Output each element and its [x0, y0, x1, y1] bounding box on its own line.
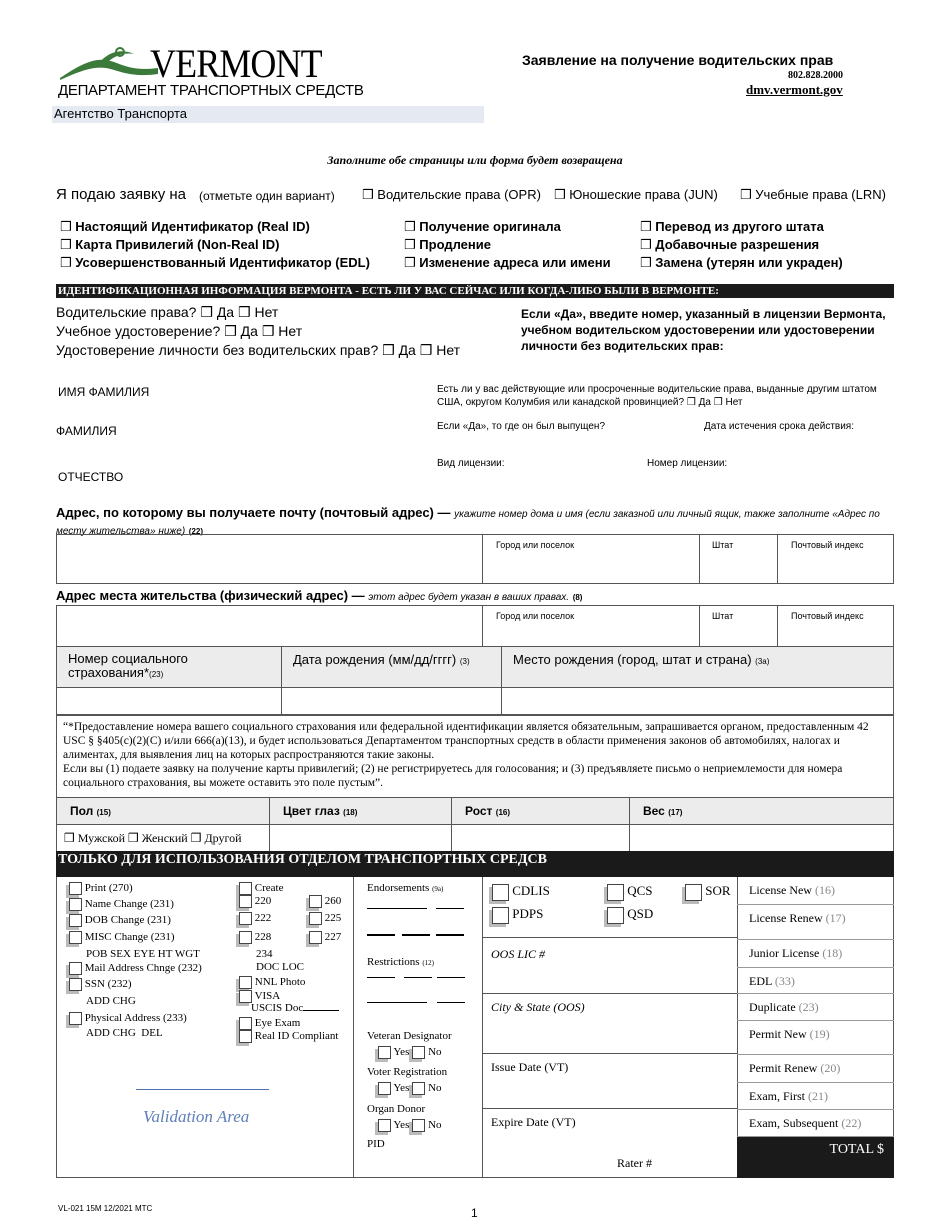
mailing-zip-label: Почтовый индекс	[791, 540, 864, 550]
fee-row[interactable]	[737, 994, 894, 1021]
mailing-address-box[interactable]	[56, 534, 894, 584]
office-use-bar: ТОЛЬКО ДЛЯ ИСПОЛЬЗОВАНИЯ ОТДЕЛОМ ТРАНСПОРТНЫХ СРЕДСВ	[56, 851, 894, 877]
type-replacement[interactable]: ❒ Замена (утерян или украден)	[640, 255, 843, 271]
office-pid: PID	[367, 1138, 385, 1150]
office-organ: Organ Donor	[367, 1103, 426, 1115]
office-real-id-compliant[interactable]: Real ID Compliant	[236, 1030, 338, 1043]
vermont-mountain-logo	[58, 44, 160, 82]
office-260[interactable]: 260	[306, 895, 341, 908]
form-title: Заявление на получение водительских прав	[522, 52, 834, 68]
first-name-label: ИМЯ ФАМИЛИЯ	[58, 385, 150, 399]
checkbox-icon: ❒	[554, 188, 566, 203]
office-mail-change[interactable]: Mail Address Chnge (232)	[66, 962, 202, 975]
office-misc-change[interactable]: MISC Change (231)	[66, 931, 175, 944]
office-pdps[interactable]: PDPS	[489, 906, 543, 924]
ssn-disclaimer: “*Предоставление номера вашего социального страхования или федеральной идентификации является обязательным, запрашивается органом, предоставленным 42 USC § §405(c)(2)(C) и/или 666(a)(13), и будет использоваться Департаментом транспортных средств в области применения законов об автомобилях, налогах и алиментах, для выявления лиц на которых распространяются такие законы. Если вы (1) подаете заявку на получение карты привилегий; (2) не регистрируетесь для голосования; и (3) предъявляете письмо о неприемлемости для номера социального страхования, вы можете оставить это поле пустым”.	[63, 721, 869, 789]
office-227[interactable]: 227	[306, 931, 341, 944]
checkbox-icon: ❒	[362, 188, 374, 203]
fee-code: (22)	[841, 1116, 862, 1130]
issued-where-label: Если «Да», то где он был выпущен?	[437, 421, 606, 432]
office-expire-date: Expire Date (VT)	[491, 1115, 576, 1129]
fee-label: License New	[749, 883, 812, 897]
apply-label: Я подаю заявку на	[56, 186, 186, 203]
office-add-chg: ADD CHG	[86, 995, 136, 1007]
license-number-label: Номер лицензии:	[647, 458, 728, 469]
office-222[interactable]: 222	[236, 912, 271, 925]
website-link[interactable]: dmv.vermont.gov	[746, 82, 843, 97]
type-transfer[interactable]: ❒ Перевод из другого штата	[640, 219, 824, 235]
expiration-label: Дата истечения срока действия:	[704, 421, 854, 432]
fee-row[interactable]	[737, 877, 894, 905]
fee-code: (21)	[808, 1089, 828, 1103]
office-print[interactable]: Print (270)	[66, 882, 133, 895]
sex-female[interactable]: ❒ Женский	[128, 831, 188, 845]
office-endorsements: Endorsements (9a)	[367, 882, 444, 894]
residence-city-label: Город или поселок	[496, 611, 575, 621]
sex-other[interactable]: ❒ Другой	[190, 831, 242, 845]
fee-label: Exam, Subsequent	[749, 1116, 839, 1130]
other-state-question: Есть ли у вас действующие или просроченные водительские права, выданные другим штатом США, округом Колумбия или канадской провинцией? ❒ Да ❒ Нет	[437, 384, 877, 408]
fill-instruction: Заполните обе страницы или форма будет возвращена	[327, 153, 623, 167]
type-edl[interactable]: ❒ Усовершенствованный Идентификатор (EDL)	[60, 255, 370, 271]
sex-label: Пол (15)	[70, 804, 111, 818]
office-veteran-yes-no[interactable]: Yes No	[375, 1046, 442, 1059]
type-real-id[interactable]: ❒ Настоящий Идентификатор (Real ID)	[60, 219, 310, 235]
height-label: Рост (16)	[465, 804, 511, 818]
office-228[interactable]: 228	[236, 931, 271, 944]
sex-options	[64, 831, 242, 846]
office-doc-loc: DOC LOC	[256, 961, 304, 973]
fee-code: (17)	[825, 911, 846, 925]
license-type-label: Вид лицензии:	[437, 458, 505, 469]
residence-state-label: Штат	[712, 611, 734, 621]
office-225[interactable]: 225	[306, 912, 341, 925]
vt-id-number-note: Если «Да», введите номер, указанный в лицензии Вермонта, учебном водительском удостоверении или удостоверении личности без водительских прав:	[521, 307, 886, 353]
office-qsd[interactable]: QSD	[604, 906, 653, 924]
fee-code: (16)	[814, 883, 835, 897]
type-address-change[interactable]: ❒ Изменение адреса или имени	[404, 255, 611, 271]
mailing-address-heading: Адрес, по которому вы получаете почту (почтовый адрес) — укажите номер дома и имя (если заказной или личный ящик, также заполните «Адрес по месту жительства» ниже) (22)	[56, 505, 880, 537]
office-add-chg-del: ADD CHG DEL	[86, 1027, 163, 1039]
residence-zip-label: Почтовый индекс	[791, 611, 864, 621]
office-qcs[interactable]: QCS	[604, 883, 653, 901]
dob-label: Дата рождения (мм/дд/гггг) (3)	[293, 652, 470, 667]
fee-code: (19)	[809, 1027, 830, 1041]
fee-label: Permit Renew	[749, 1061, 818, 1075]
agency-name: Агентство Транспорта	[52, 106, 484, 123]
office-rater: Rater #	[617, 1156, 652, 1170]
eye-color-label: Цвет глаз (18)	[283, 804, 358, 818]
office-city-state: City & State (OOS)	[491, 1000, 585, 1014]
residence-address-heading: Адрес места жительства (физический адрес) — этот адрес будет указан в ваших правах. (8)	[56, 588, 583, 603]
type-non-real-id[interactable]: ❒ Карта Привилегий (Non-Real ID)	[60, 237, 280, 253]
phone-number: 802.828.2000	[788, 70, 843, 81]
apply-option-lrn[interactable]: ❒ Учебные права (LRN)	[740, 187, 886, 203]
page-number: 1	[471, 1206, 478, 1220]
office-ssn[interactable]: SSN (232)	[66, 978, 132, 991]
ssn-label: Номер социального страхования*(23)	[68, 651, 188, 680]
office-veteran: Veteran Designator	[367, 1030, 452, 1042]
apply-hint: (отметьте один вариант)	[199, 189, 335, 203]
mailing-city-label: Город или поселок	[496, 540, 575, 550]
office-create[interactable]: Create	[236, 882, 283, 895]
fee-label: Permit New	[749, 1027, 807, 1041]
office-eye-exam[interactable]: Eye Exam	[236, 1017, 300, 1030]
office-pob-line: POB SEX EYE HT WGT	[86, 948, 200, 960]
fee-row[interactable]	[737, 1110, 894, 1137]
office-name-change[interactable]: Name Change (231)	[66, 898, 174, 911]
apply-option-jun[interactable]: ❒ Юношеские права (JUN)	[554, 187, 718, 203]
fee-label: Junior License	[749, 946, 820, 960]
middle-name-label: ОТЧЕСТВО	[58, 470, 124, 484]
type-renewal[interactable]: ❒ Продление	[404, 237, 491, 253]
residence-address-box[interactable]	[56, 605, 894, 647]
form-id: VL-021 15M 12/2021 MTC	[58, 1204, 153, 1213]
vt-nondriver-id-question: Удостоверение личности без водительских прав? ❒ Да ❒ Нет	[56, 342, 461, 359]
total-box: TOTAL $	[737, 1137, 894, 1178]
office-nnl-photo[interactable]: NNL Photo	[236, 976, 305, 989]
validation-area: Validation Area	[143, 1107, 250, 1126]
fee-label: License Renew	[749, 911, 823, 925]
fee-label: Exam, First	[749, 1089, 805, 1103]
weight-label: Вес (17)	[643, 804, 683, 818]
checkbox-icon: ❒	[740, 188, 752, 203]
office-voter: Voter Registration	[367, 1066, 448, 1078]
office-234: 234	[256, 948, 273, 960]
fee-code: (23)	[798, 1000, 819, 1014]
office-uscis: USCIS Doc	[251, 1002, 339, 1014]
fee-row[interactable]	[737, 1021, 894, 1055]
vt-license-question: Водительские права? ❒ Да ❒ Нет	[56, 304, 279, 321]
department-name: ДЕПАРТАМЕНТ ТРАНСПОРТНЫХ СРЕДСТВ	[58, 82, 364, 99]
office-cdlis[interactable]: CDLIS	[489, 883, 550, 901]
office-dob-change[interactable]: DOB Change (231)	[66, 914, 171, 927]
office-oos-lic: OOS LIC #	[491, 947, 546, 961]
last-name-label: ФАМИЛИЯ	[56, 424, 117, 438]
office-restrictions: Restrictions (12)	[367, 956, 434, 968]
fee-row[interactable]	[737, 1083, 894, 1110]
vt-id-section-bar: ИДЕНТИФИКАЦИОННАЯ ИНФОРМАЦИЯ ВЕРМОНТА - ЕСТЬ ЛИ У ВАС СЕЙЧАС ИЛИ КОГДА-ЛИБО БЫЛИ В ВЕРМОНТЕ:	[56, 284, 894, 298]
office-220[interactable]: 220	[236, 895, 271, 908]
office-physical-address[interactable]: Physical Address (233)	[66, 1012, 187, 1025]
fee-code: (33)	[774, 974, 795, 988]
brand-wordmark: VERMONT	[150, 41, 322, 86]
sex-male[interactable]: ❒ Мужской	[64, 831, 126, 845]
office-organ-yes-no[interactable]: Yes No	[375, 1119, 442, 1132]
fee-code: (18)	[822, 946, 843, 960]
fee-row[interactable]	[737, 968, 894, 994]
office-voter-yes-no[interactable]: Yes No	[375, 1082, 442, 1095]
fee-label: Duplicate	[749, 1000, 796, 1014]
pob-label: Место рождения (город, штат и страна) (3a)	[513, 652, 770, 667]
office-issue-date: Issue Date (VT)	[491, 1060, 569, 1074]
mailing-state-label: Штат	[712, 540, 734, 550]
vt-permit-question: Учебное удостоверение? ❒ Да ❒ Нет	[56, 323, 303, 340]
type-additional[interactable]: ❒ Добавочные разрешения	[640, 237, 820, 253]
office-sor[interactable]: SOR	[682, 883, 731, 901]
fee-row[interactable]	[737, 940, 894, 968]
fee-row[interactable]	[737, 1055, 894, 1083]
office-visa[interactable]: VISA	[236, 990, 280, 1003]
type-original[interactable]: ❒ Получение оригинала	[404, 219, 561, 235]
apply-option-opr[interactable]: ❒ Водительские права (OPR)	[362, 187, 541, 203]
fee-label: EDL	[749, 974, 772, 988]
fee-code: (20)	[820, 1061, 841, 1075]
ssn-dob-pob-inputs[interactable]	[56, 687, 894, 715]
fee-row[interactable]	[737, 905, 894, 940]
